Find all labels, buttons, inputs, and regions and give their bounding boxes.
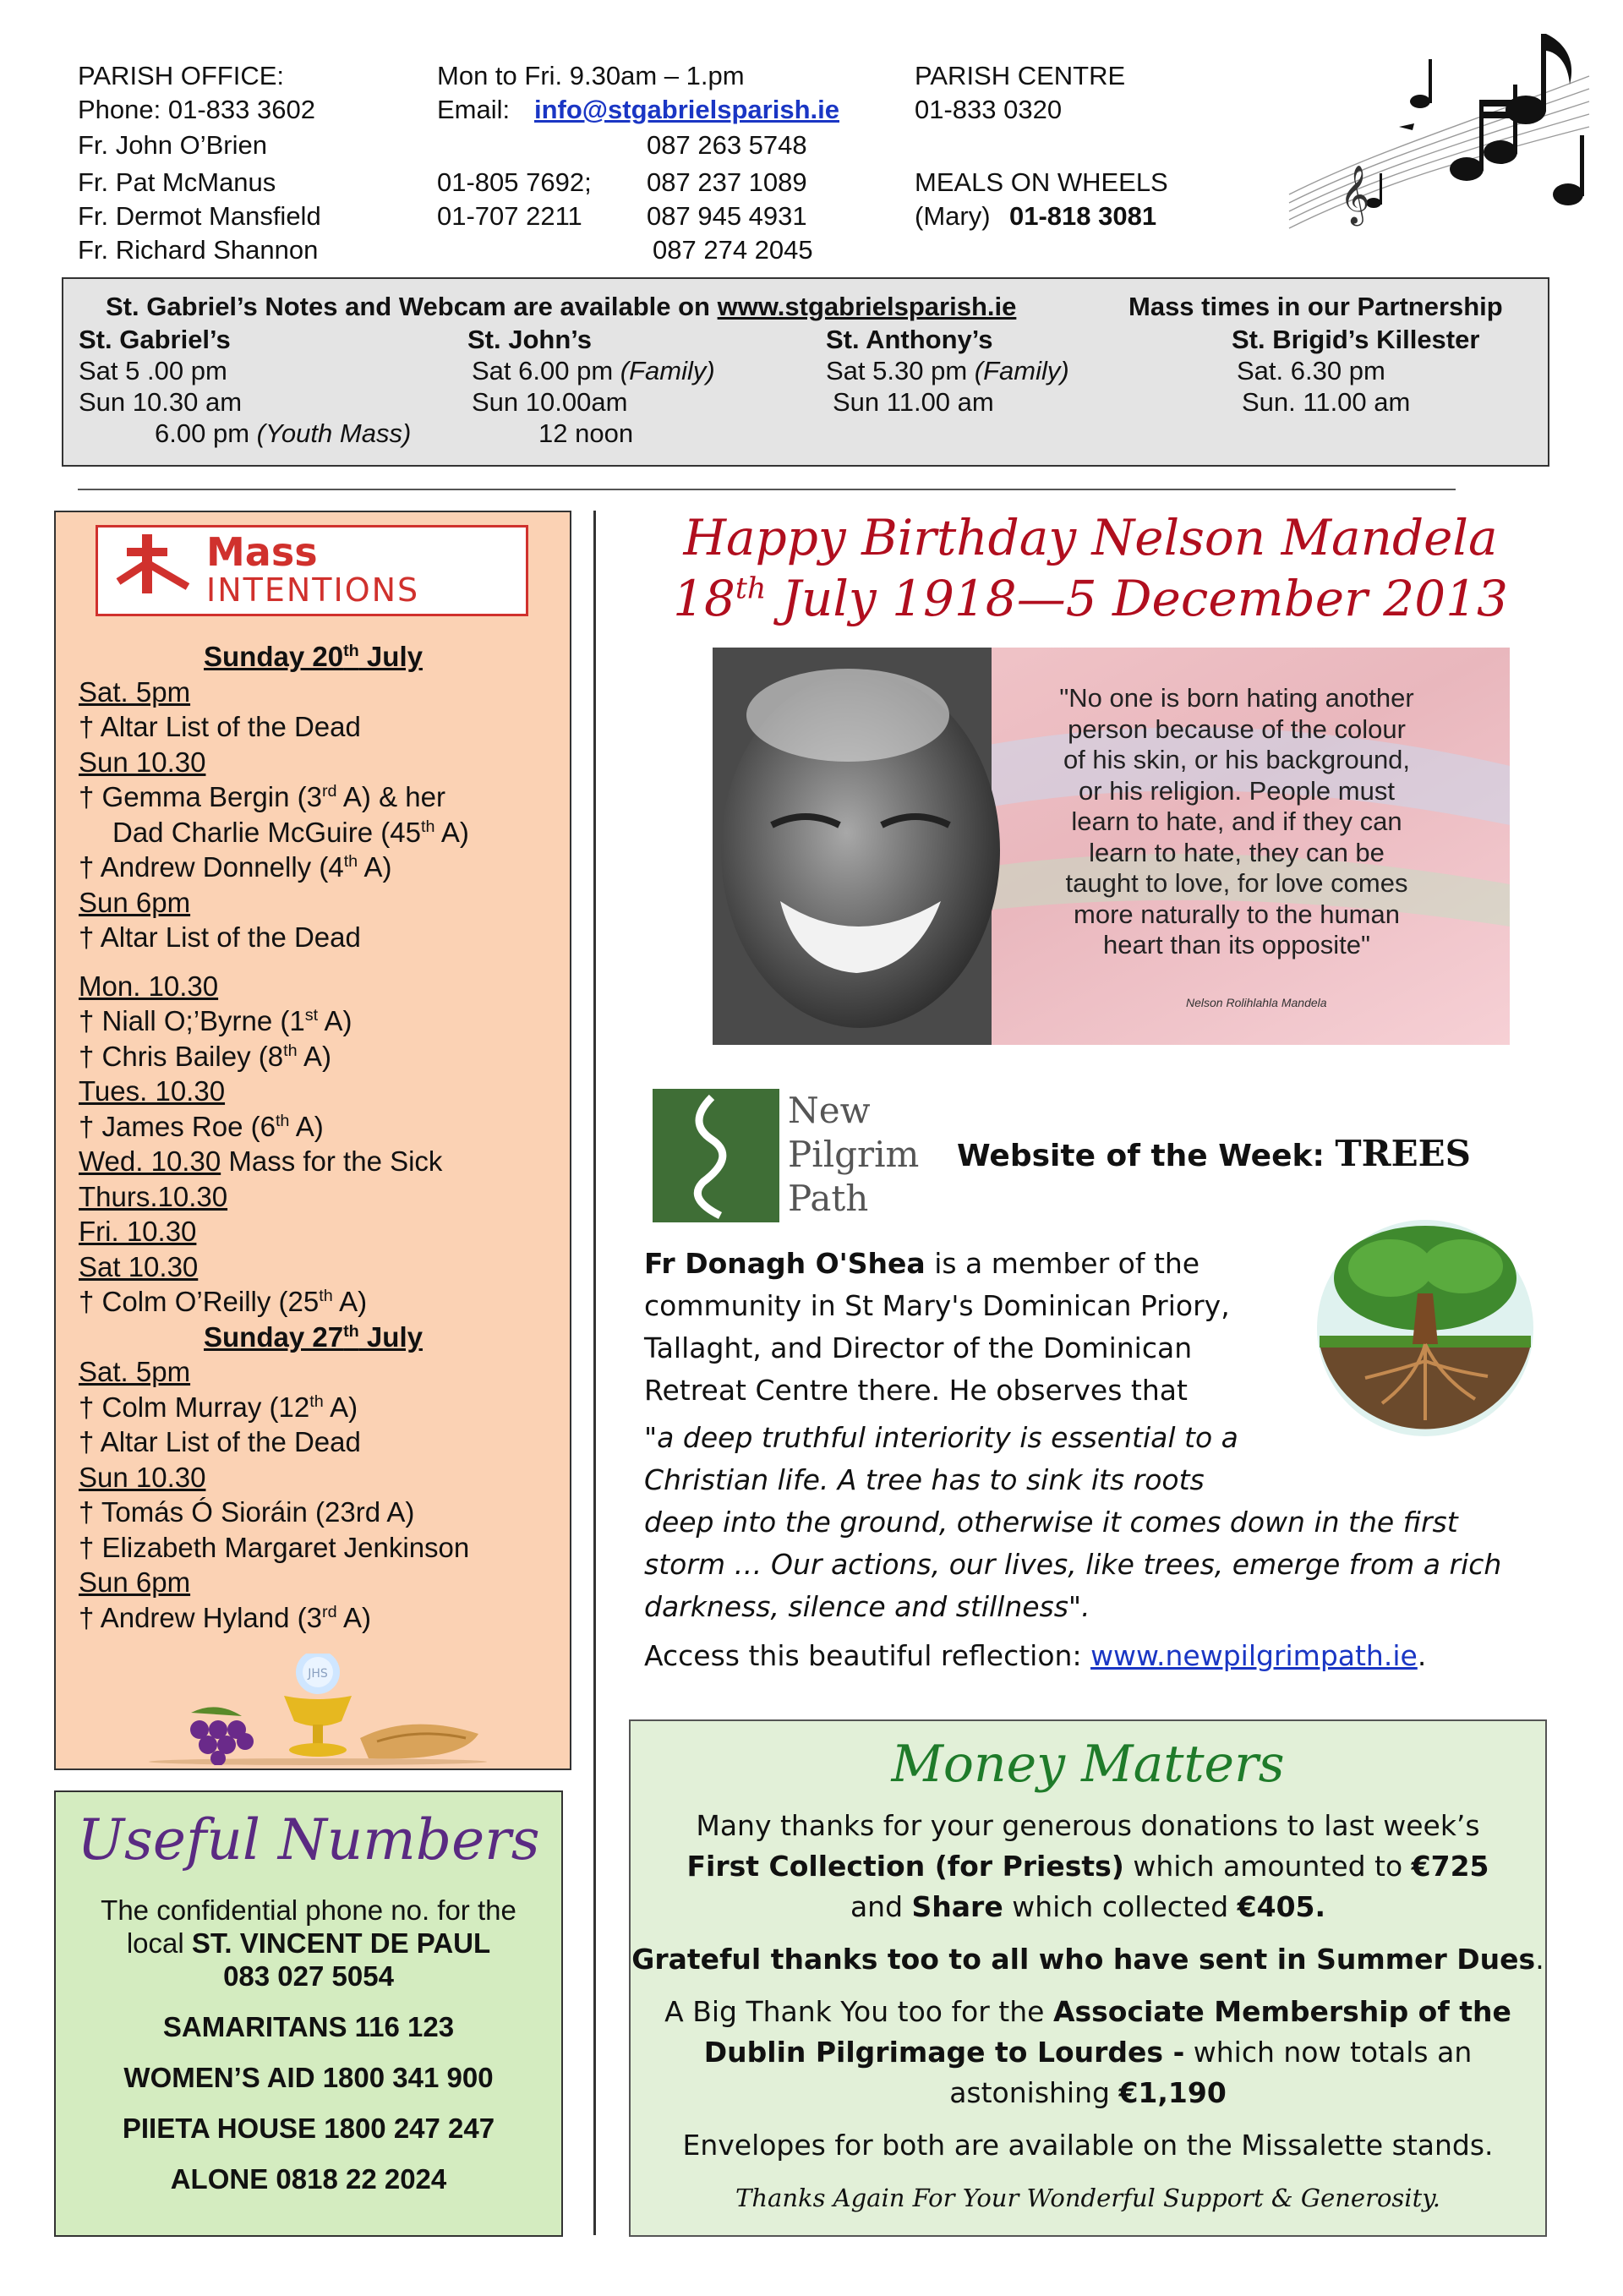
quote-line: learn to hate, they can be <box>1089 837 1385 867</box>
intention-line: † Andrew Donnelly (4th A) <box>79 851 392 883</box>
money-line: A Big Thank You too for the Associate Membership of the <box>664 1995 1511 2028</box>
mandela-quote-text <box>983 683 1490 961</box>
mass-intentions-logo <box>96 525 528 616</box>
sunday-heading: Sunday 27th July <box>204 1320 423 1353</box>
email-link[interactable]: info@stgabrielsparish.ie <box>534 95 839 124</box>
church-name-st-anthonys: St. Anthony’s <box>826 325 993 354</box>
header-row-phone <box>78 93 1194 127</box>
priest-name: Fr. Dermot Mansfield <box>78 201 321 231</box>
quote-line: taught to love, for love comes <box>1065 868 1408 898</box>
header-row-shannon <box>78 233 1194 267</box>
article-line: community in St Mary's Dominican Priory, <box>644 1289 1230 1322</box>
priest-mobile: 087 263 5748 <box>647 130 807 160</box>
mass-time: Wed. 10.30 Mass for the Sick <box>79 1145 443 1177</box>
quote-line: heart than its opposite" <box>1102 930 1371 959</box>
st-brigids-sat: Sat. 6.30 pm <box>1237 356 1385 385</box>
priest-mobile: 087 274 2045 <box>653 235 813 265</box>
webcam-notice-text: St. Gabriel’s Notes and Webcam are available on <box>106 292 710 321</box>
quote-line: "No one is born hating another <box>1059 683 1414 713</box>
church-cross-icon <box>115 531 191 612</box>
mass-time: Fri. 10.30 <box>79 1216 197 1247</box>
quote-line: learn to hate, and if they can <box>1071 806 1402 836</box>
npp-word: Path <box>788 1178 869 1219</box>
st-johns-sun: Sun 10.00am <box>472 387 628 417</box>
website-link[interactable]: www.stgabrielsparish.ie <box>717 292 1017 321</box>
header-row-mansfield <box>78 200 1194 233</box>
priest-landline: 01-707 2211 <box>437 201 582 231</box>
pieta-house-number: PIIETA HOUSE 1800 247 247 <box>122 2113 495 2144</box>
mandela-signature: Nelson Rolihlahla Mandela <box>1186 996 1327 1009</box>
article-quote-line: deep into the ground, otherwise it comes down in the first <box>644 1506 1458 1539</box>
website-of-week-label: Website of the Week: <box>957 1139 1325 1173</box>
priest-mobile: 087 237 1089 <box>647 167 807 197</box>
church-name-st-johns: St. John’s <box>467 325 592 354</box>
office-hours: Mon to Fri. 9.30am – 1.pm <box>437 61 745 90</box>
priest-landline: 01-805 7692; <box>437 167 592 197</box>
st-gabriels-sat: Sat 5 .00 pm <box>79 356 227 385</box>
intention-line: † Altar List of the Dead <box>79 921 361 953</box>
intention-line: † Niall O;’Byrne (1st A) <box>79 1005 352 1036</box>
new-pilgrim-path-wordmark <box>788 1089 919 1221</box>
header-row-office <box>78 59 1194 93</box>
mass-time: Thurs.10.30 <box>79 1180 228 1212</box>
st-gabriels-evening-time: 6.00 pm <box>155 418 250 448</box>
st-anthonys-sun: Sun 11.00 am <box>833 387 994 417</box>
fr-donagh-article <box>644 1243 1574 1677</box>
intention-line: Dad Charlie McGuire (45th A) <box>112 816 469 848</box>
chalice-host-label: JHS <box>308 1667 328 1681</box>
header-row-obrien <box>78 128 1194 162</box>
partnership-heading: Mass times in our Partnership <box>1128 292 1503 321</box>
money-line: Dublin Pilgrimage to Lourdes - which now totals an <box>703 2036 1473 2069</box>
church-name-st-gabriels: St. Gabriel’s <box>79 325 231 354</box>
money-matters-title: Money Matters <box>891 1735 1285 1794</box>
priest-name: Fr. Richard Shannon <box>78 235 319 265</box>
intention-line: † Andrew Hyland (3rd A) <box>79 1601 371 1633</box>
parish-centre-phone: 01-833 0320 <box>915 95 1063 124</box>
samaritans-number: SAMARITANS 116 123 <box>162 2011 455 2042</box>
useful-numbers-list <box>56 1894 561 2195</box>
quote-line: person because of the colour <box>1068 713 1406 744</box>
article-line: Fr Donagh O'Shea is a member of the <box>644 1247 1200 1280</box>
intention-line: † Colm Murray (12th A) <box>79 1391 358 1423</box>
st-anthonys-sat <box>826 355 1069 386</box>
mass-time: Sat 10.30 <box>79 1250 199 1282</box>
intention-line: † Tomás Ó Sioráin (23rd A) <box>79 1496 415 1528</box>
money-line: astonishing €1,190 <box>949 2076 1227 2109</box>
column-divider <box>593 511 596 2235</box>
mandela-title <box>626 507 1555 629</box>
article-line: Retreat Centre there. He observes that <box>644 1374 1188 1407</box>
parish-header <box>78 59 1194 279</box>
article-access-line: Access this beautiful reflection: www.newpilgrimpath.ie. <box>644 1639 1427 1672</box>
music-notes-icon <box>1272 25 1593 245</box>
intentions-list <box>79 639 560 1635</box>
priest-mobile: 087 945 4931 <box>647 201 807 231</box>
mandela-title-line2: 18th July 1918—5 December 2013 <box>673 570 1508 627</box>
family-note: (Family) <box>974 356 1069 385</box>
priest-name: Fr. John O’Brien <box>78 130 267 160</box>
new-pilgrim-path-logo <box>653 1089 920 1222</box>
st-brigids-sun: Sun. 11.00 am <box>1242 387 1411 417</box>
sunday-heading: Sunday 20th July <box>204 641 423 672</box>
money-line: and Share which collected €405. <box>850 1890 1326 1923</box>
money-line: Many thanks for your generous donations to last week’s <box>696 1809 1480 1842</box>
money-matters-panel <box>629 1719 1547 2237</box>
article-quote-line: storm … Our actions, our lives, like trees, emerge from a rich <box>644 1548 1502 1581</box>
alone-number: ALONE 0818 22 2024 <box>170 2163 447 2195</box>
mass-time: Sat. 5pm <box>79 675 191 708</box>
st-johns-noon: 12 noon <box>538 418 634 448</box>
article-quote-line: Christian life. A tree has to sink its roots <box>644 1463 1205 1496</box>
womens-aid-number: WOMEN’S AID 1800 341 900 <box>123 2062 494 2093</box>
mandela-title-line1: Happy Birthday Nelson Mandela <box>683 509 1498 566</box>
meals-contact-name: (Mary) <box>915 201 991 231</box>
mass-intentions-panel <box>54 511 571 1770</box>
webcam-notice <box>106 291 1016 322</box>
quote-line: or his religion. People must <box>1079 775 1395 806</box>
article-quote-line: darkness, silence and stillness". <box>644 1590 1090 1623</box>
newpilgrimpath-link[interactable]: www.newpilgrimpath.ie <box>1090 1639 1418 1672</box>
money-line: First Collection (for Priests) which amounted to €725 <box>686 1850 1489 1883</box>
intention-line: † James Roe (6th A) <box>79 1110 324 1142</box>
svp-number: 083 027 5054 <box>223 1960 394 1992</box>
npp-word: Pilgrim <box>788 1134 920 1175</box>
parish-centre-label: PARISH CENTRE <box>915 61 1126 90</box>
office-phone: Phone: 01-833 3602 <box>78 95 315 124</box>
st-anthonys-sat-time: Sat 5.30 pm <box>826 356 968 385</box>
quote-line: more naturally to the human <box>1074 899 1400 929</box>
meals-on-wheels-label: MEALS ON WHEELS <box>915 167 1168 197</box>
email-label: Email: <box>437 95 511 124</box>
st-johns-sat-time: Sat 6.00 pm <box>472 356 614 385</box>
svp-intro: The confidential phone no. for the <box>101 1894 516 1926</box>
st-johns-sat <box>472 355 715 386</box>
svg-text:𝄞: 𝄞 <box>1340 165 1370 224</box>
st-gabriels-evening <box>155 418 411 449</box>
mass-time: Sun 6pm <box>79 1566 191 1598</box>
intention-line: † Colm O’Reilly (25th A) <box>79 1286 368 1317</box>
family-note: (Family) <box>620 356 715 385</box>
path-logo-icon <box>653 1089 779 1222</box>
st-gabriels-sun: Sun 10.30 am <box>79 387 243 417</box>
mass-time: Sun 10.30 <box>79 746 206 778</box>
quote-line: of his skin, or his background, <box>1063 745 1411 774</box>
website-of-the-week <box>957 1133 1471 1174</box>
intention-line: † Altar List of the Dead <box>79 1426 361 1457</box>
divider-line <box>78 489 1456 490</box>
svp-line: local ST. VINCENT DE PAUL <box>126 1927 491 1959</box>
youth-mass-note: (Youth Mass) <box>256 418 412 448</box>
mass-time: Tues. 10.30 <box>79 1075 226 1107</box>
chalice-bread-grapes-icon <box>140 1654 495 1765</box>
intention-line: † Altar List of the Dead <box>79 711 361 742</box>
intention-line: † Gemma Bergin (3rd A) & her <box>79 781 445 812</box>
parish-office-label: PARISH OFFICE: <box>78 61 285 90</box>
meals-on-wheels-phone: 01-818 3081 <box>1009 201 1157 231</box>
access-text: Access this beautiful reflection: <box>644 1639 1091 1672</box>
money-line: Envelopes for both are available on the Missalette stands. <box>682 2129 1494 2162</box>
intention-line: † Chris Bailey (8th A) <box>79 1040 331 1072</box>
article-line: Tallaght, and Director of the Dominican <box>644 1331 1193 1364</box>
npp-word: New <box>788 1090 871 1131</box>
mass-time: Mon. 10.30 <box>79 970 219 1002</box>
mass-time: Sun 10.30 <box>79 1461 206 1493</box>
website-name: TREES <box>1335 1133 1471 1174</box>
mass-time: Sat. 5pm <box>79 1356 191 1387</box>
useful-numbers-panel <box>54 1790 563 2237</box>
logo-mass-word: Mass <box>206 529 318 575</box>
useful-numbers-title: Useful Numbers <box>77 1807 540 1872</box>
church-name-st-brigids: St. Brigid’s Killester <box>1232 325 1480 354</box>
mass-times-box <box>62 277 1549 467</box>
logo-intentions-word: INTENTIONS <box>206 571 420 609</box>
mandela-quote-image <box>713 648 1510 1045</box>
intention-line: † Elizabeth Margaret Jenkinson <box>79 1531 470 1563</box>
header-row-mcmanus <box>78 166 1194 200</box>
money-line: Grateful thanks too to all who have sent in Summer Dues. <box>631 1943 1544 1976</box>
money-closing-line: Thanks Again For Your Wonderful Support & Generosity. <box>735 2184 1440 2212</box>
priest-name: Fr. Pat McManus <box>78 167 276 197</box>
article-quote-line: "a deep truthful interiority is essential to a <box>644 1421 1238 1454</box>
mass-time: Sun 6pm <box>79 886 191 918</box>
money-matters-body <box>631 1806 1545 2218</box>
